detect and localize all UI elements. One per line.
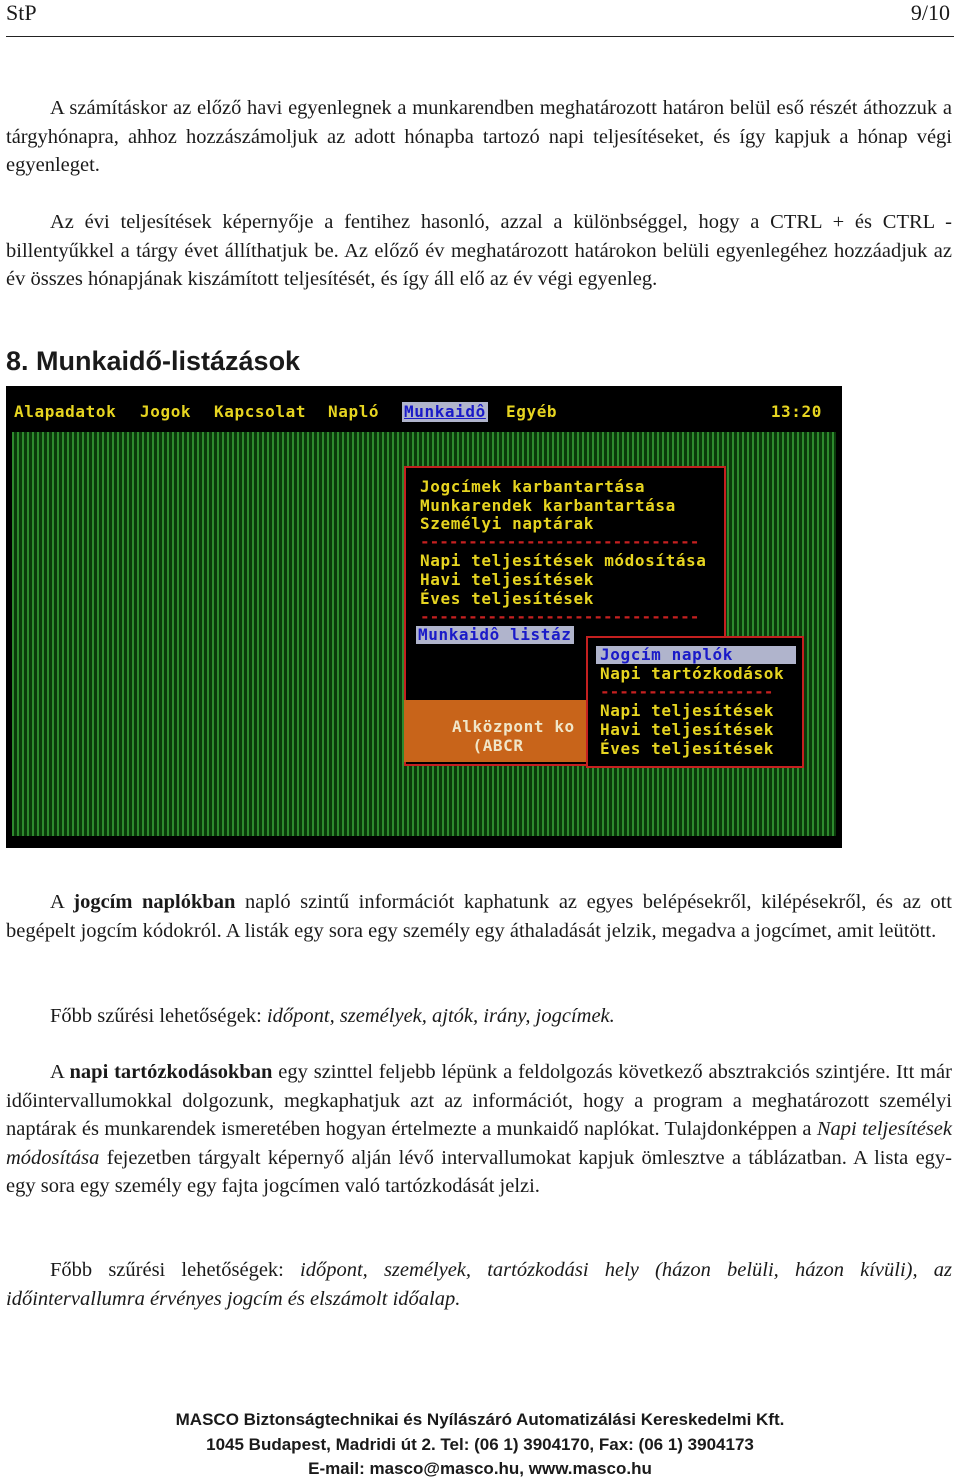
paragraph-balance-calc: A számításkor az előző havi egyenlegnek a munkarendben meghatározott határon belül eső részét áthozzuk a tárgyhónapra, ahhoz hozzászámoljuk az adott hónapba tartozó napi teljesítéseket, és így kapjuk a hónap végi egyenleget. bbox=[6, 97, 952, 176]
submenu-item-jogcim-naplok[interactable]: Jogcím naplók bbox=[596, 646, 796, 664]
text-run: Főbb szűrési lehetőségek: bbox=[50, 1259, 301, 1281]
terminal-screenshot bbox=[6, 386, 842, 848]
menu-alapadatok[interactable]: Alapadatok bbox=[14, 402, 117, 421]
text-run: egy szinttel feljebb lépünk a feldolgozás következő absztrakciós szintjére. Itt már időintervallumokkal dolgozunk, megkaphatjuk azt az információt, hogy a program a meghatározott személyi naptárak és munkarendek ismeretében hogyan értelmezte a munkaidő naplókat. Tulajdonképpen a bbox=[6, 1061, 952, 1140]
text-run: napló szintű információt kaphatunk az egyes belépésekről, kilépésekről, és az ott begépelt jogcím kódokról. A listák egy sora egy személy egy áthaladását jelzik, megadva a jogcímet, amit leütött. bbox=[6, 891, 952, 942]
page-number: 9/10 bbox=[910, 0, 950, 25]
footer-contact: E-mail: masco@masco.hu, www.masco.hu bbox=[308, 1459, 652, 1478]
paragraph-filters-1 bbox=[6, 1002, 952, 1031]
italic-term: Napi teljesítések módosítása bbox=[6, 1118, 952, 1169]
paragraph-napi-tartozkodasok bbox=[6, 1058, 952, 1201]
menu-naplo[interactable]: Napló bbox=[328, 402, 380, 421]
menu-bar bbox=[6, 386, 842, 430]
paragraph-yearly-results: Az évi teljesítések képernyője a fentihez hasonló, azzal a különbséggel, hogy a CTRL + és CTRL - billentyűkkel a tárgy évet állíthatjuk be. Az előző év meghatározott határokon belüli egyenlegéhez hozzáadjuk az év összes hónapjának kiszámított teljesítését, és így áll elő az év végi egyenleg. bbox=[6, 211, 952, 290]
header-divider bbox=[6, 36, 954, 37]
italic-terms: időpont, személyek, ajtók, irány, jogcímek. bbox=[266, 1005, 615, 1027]
text-run: A bbox=[50, 1061, 70, 1083]
clock-display: 13:20 bbox=[770, 402, 822, 421]
header-left: StP bbox=[6, 0, 37, 25]
submenu-item-napi-tartozkodasok[interactable]: Napi tartózkodások bbox=[600, 664, 785, 683]
submenu-item-eves-teljesitesek[interactable]: Éves teljesítések bbox=[600, 739, 774, 758]
bold-term: napi tartózkodásokban bbox=[69, 1061, 273, 1083]
paragraph-filters-2 bbox=[6, 1256, 952, 1313]
menu-separator: ----------------------------- bbox=[420, 532, 700, 551]
menu-munkaido[interactable]: Munkaidô bbox=[404, 402, 486, 421]
menu-item-eves[interactable]: Éves teljesítések bbox=[420, 589, 594, 608]
menu-item-napi-modositas[interactable]: Napi teljesítések módosítása bbox=[420, 551, 707, 570]
status-line: (ABCR bbox=[452, 736, 524, 755]
footer-company: MASCO Biztonságtechnikai és Nyílászáró Automatizálási Kereskedelmi Kft. bbox=[175, 1410, 785, 1429]
bold-term: jogcím naplókban bbox=[73, 891, 236, 913]
menu-jogok[interactable]: Jogok bbox=[140, 402, 192, 421]
menu-egyeb[interactable]: Egyéb bbox=[506, 402, 558, 421]
listazasok-submenu bbox=[586, 636, 804, 768]
paragraph-jogcim-naplok bbox=[6, 888, 952, 945]
menu-item-havi[interactable]: Havi teljesítések bbox=[420, 570, 594, 589]
menu-separator: ----------------------------- bbox=[420, 607, 700, 626]
submenu-separator: ------------------ bbox=[600, 682, 774, 701]
status-window bbox=[404, 700, 588, 762]
footer-address: 1045 Budapest, Madridi út 2. Tel: (06 1) 3904170, Fax: (06 1) 3904173 bbox=[206, 1435, 754, 1454]
submenu-item-havi-teljesitesek[interactable]: Havi teljesítések bbox=[600, 720, 774, 739]
text-run: Főbb szűrési lehetőségek: bbox=[50, 1005, 267, 1027]
status-line: Alközpont ko bbox=[452, 717, 575, 736]
italic-terms: időpont, személyek, tartózkodási hely (házon belüli, házon kívüli), az időintervallumra érvényes jogcím és elszámolt időalap. bbox=[6, 1259, 952, 1310]
text-run: A bbox=[50, 891, 74, 913]
text-run: fejezetben tárgyalt képernyő alján lévő intervallumokat kapjuk ömlesztve a táblázatban. A lista egy-egy sora egy személy egy fajta jogcímen való tartózkodását jelzi. bbox=[6, 1146, 952, 1197]
section-heading: 8. Munkaidő-listázások bbox=[6, 346, 301, 376]
menu-item-naptarak[interactable]: Személyi naptárak bbox=[420, 514, 594, 533]
menu-item-listazasok[interactable]: Munkaidô listáz bbox=[418, 625, 572, 644]
menu-kapcsolat[interactable]: Kapcsolat bbox=[214, 402, 307, 421]
submenu-item-napi-teljesitesek[interactable]: Napi teljesítések bbox=[600, 701, 774, 720]
menu-item-jogcimek[interactable]: Jogcímek karbantartása bbox=[420, 477, 646, 496]
menu-item-munkarendek[interactable]: Munkarendek karbantartása bbox=[420, 496, 676, 515]
